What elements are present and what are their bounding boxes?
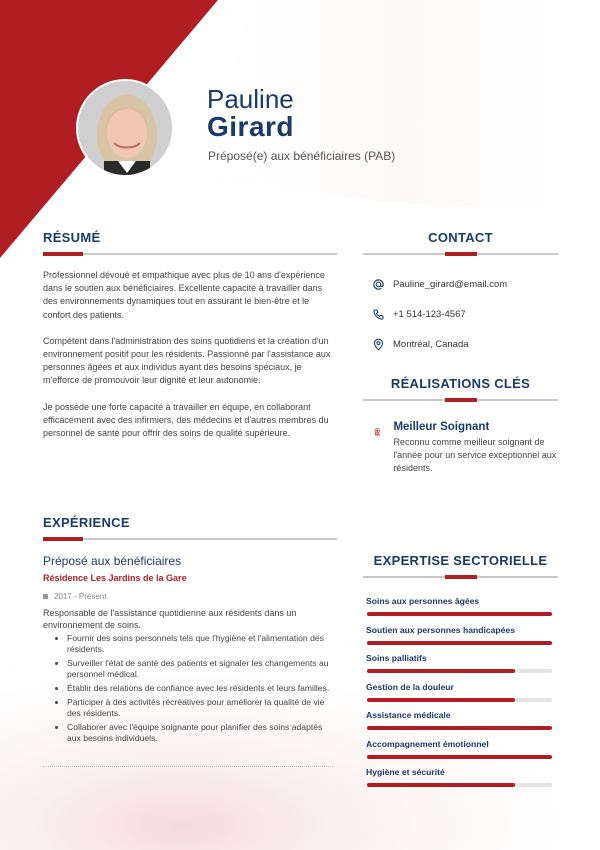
- summary-paragraph: Je possède une forte capacité à travailler en équipe, en collaborant efficacement avec des infirmiers, des médecins et d'autres membres du personnel de santé pour offrir des soins de qualité supérieure.: [43, 401, 329, 439]
- skills-list: [363, 596, 558, 796]
- list-item: • Participer à des activités récréatives pour améliorer la qualité de vie des résidents.: [67, 697, 337, 719]
- date-marker-icon: [43, 594, 48, 599]
- skill-bar-track: [367, 698, 552, 702]
- skill-item: [363, 596, 558, 625]
- achievement-description: Reconnu comme meilleur soignant de l'année pour un service exceptionnel aux résidents.: [393, 437, 557, 473]
- phone-icon: [372, 308, 385, 321]
- contact-email[interactable]: [363, 269, 558, 299]
- skill-bar-track: [367, 755, 552, 759]
- skill-item: [363, 682, 558, 711]
- achievement-item: [363, 421, 558, 475]
- list-item: • Surveiller l'état de santé des patients et signaler les changements au personnel médical.: [67, 658, 337, 680]
- skill-bar-track: [367, 612, 552, 616]
- list-item: • Établir des relations de confiance avec les résidents et leurs familles.: [67, 683, 337, 694]
- right-column: [363, 230, 558, 475]
- summary-section: [43, 230, 337, 440]
- list-item: • Collaborer avec l'équipe soignante pour planifier des soins adaptés aux besoins individuels.: [67, 722, 337, 744]
- skill-bar-track: [367, 726, 552, 730]
- list-item: • Fournir des soins personnels tels que l'hygiène et l'alimentation des résidents.: [67, 633, 337, 655]
- summary-body: [43, 269, 337, 440]
- contact-title: CONTACT: [428, 230, 493, 245]
- skill-label: Hygiène et sécurité: [366, 767, 445, 777]
- experience-divider: [43, 538, 337, 540]
- first-name: Pauline: [207, 84, 294, 114]
- experience-dates-text: 2017 - Présent: [54, 592, 107, 601]
- contact-phone-text: +1 514-123-4567: [393, 308, 466, 320]
- experience-role: Préposé aux bénéficiaires: [43, 554, 182, 568]
- skill-label: Soins palliatifs: [366, 653, 427, 663]
- job-title: Préposé(e) aux bénéficiaires (PAB): [208, 149, 396, 163]
- skill-bar-track: [367, 669, 552, 673]
- skills-divider: [363, 576, 558, 578]
- skill-bar-fill: [367, 755, 552, 759]
- skill-bar-fill: [367, 641, 552, 645]
- profile-photo: [76, 79, 174, 177]
- experience-bullets: [43, 633, 337, 744]
- experience-dates: [43, 592, 337, 601]
- achievement-title: Meilleur Soignant: [393, 421, 490, 433]
- contact-location: [363, 329, 558, 359]
- award-ribbon-icon: [374, 423, 380, 441]
- skill-item: [363, 767, 558, 796]
- skill-label: Assistance médicale: [366, 710, 451, 720]
- at-sign-icon: [372, 278, 385, 291]
- skill-label: Accompagnement émotionnel: [366, 738, 489, 749]
- last-name: Girard: [207, 111, 295, 142]
- skill-bar-fill: [367, 726, 552, 730]
- contact-phone[interactable]: [363, 299, 558, 329]
- summary-divider: [43, 253, 337, 255]
- experience-description: Responsable de l'assistance quotidienne aux résidents dans un environnement de soins.: [43, 608, 297, 630]
- summary-title: RÉSUMÉ: [43, 230, 101, 245]
- contact-email-text: Pauline_girard@email.com: [393, 278, 508, 290]
- skill-bar-fill: [367, 612, 552, 616]
- achievement-text: [393, 421, 558, 475]
- skill-label: Soutien aux personnes handicapées: [366, 624, 516, 635]
- contact-divider: [363, 253, 558, 255]
- skills-title: EXPERTISE SECTORIELLE: [373, 553, 548, 568]
- experience-title: EXPÉRIENCE: [43, 515, 130, 530]
- skill-label: Soins aux personnes âgées: [366, 596, 480, 606]
- map-pin-icon: [372, 338, 385, 351]
- skill-bar-track: [367, 783, 552, 787]
- skill-item: [363, 710, 558, 739]
- summary-paragraph: Compétent dans l'administration des soins quotidiens et la création d'un environnement positif pour les résidents. Passionné par l'assistance aux personnes âgées et aux individus ayant des besoins spéciaux, je m'efforce de promouvoir leur dignité et leur autonomie.: [43, 335, 331, 386]
- dotted-divider: [43, 766, 333, 767]
- skill-item: [363, 739, 558, 768]
- experience-company: Résidence Les Jardins de la Gare: [43, 573, 187, 583]
- achievements-section: [363, 376, 558, 475]
- skills-section: [363, 553, 558, 796]
- skill-item: [363, 653, 558, 682]
- experience-section: [43, 515, 337, 767]
- achievements-divider: [363, 399, 558, 401]
- summary-paragraph: Professionnel dévoué et empathique avec plus de 10 ans d'expérience dans le soutien aux bénéficiaires. Excellente capacité à travailler dans des environnements dynamiques tout en assurant le bien-être et le confort des patients.: [43, 270, 325, 320]
- skill-bar-fill: [367, 783, 515, 787]
- skill-label: Gestion de la douleur: [366, 681, 454, 692]
- skill-bar-fill: [367, 698, 515, 702]
- skill-item: [363, 625, 558, 654]
- skill-bar-fill: [367, 669, 515, 673]
- achievements-title: RÉALISATIONS CLÉS: [390, 376, 531, 391]
- contact-list: [363, 269, 558, 359]
- contact-location-text: Montréal, Canada: [393, 338, 469, 350]
- skill-bar-track: [367, 641, 552, 645]
